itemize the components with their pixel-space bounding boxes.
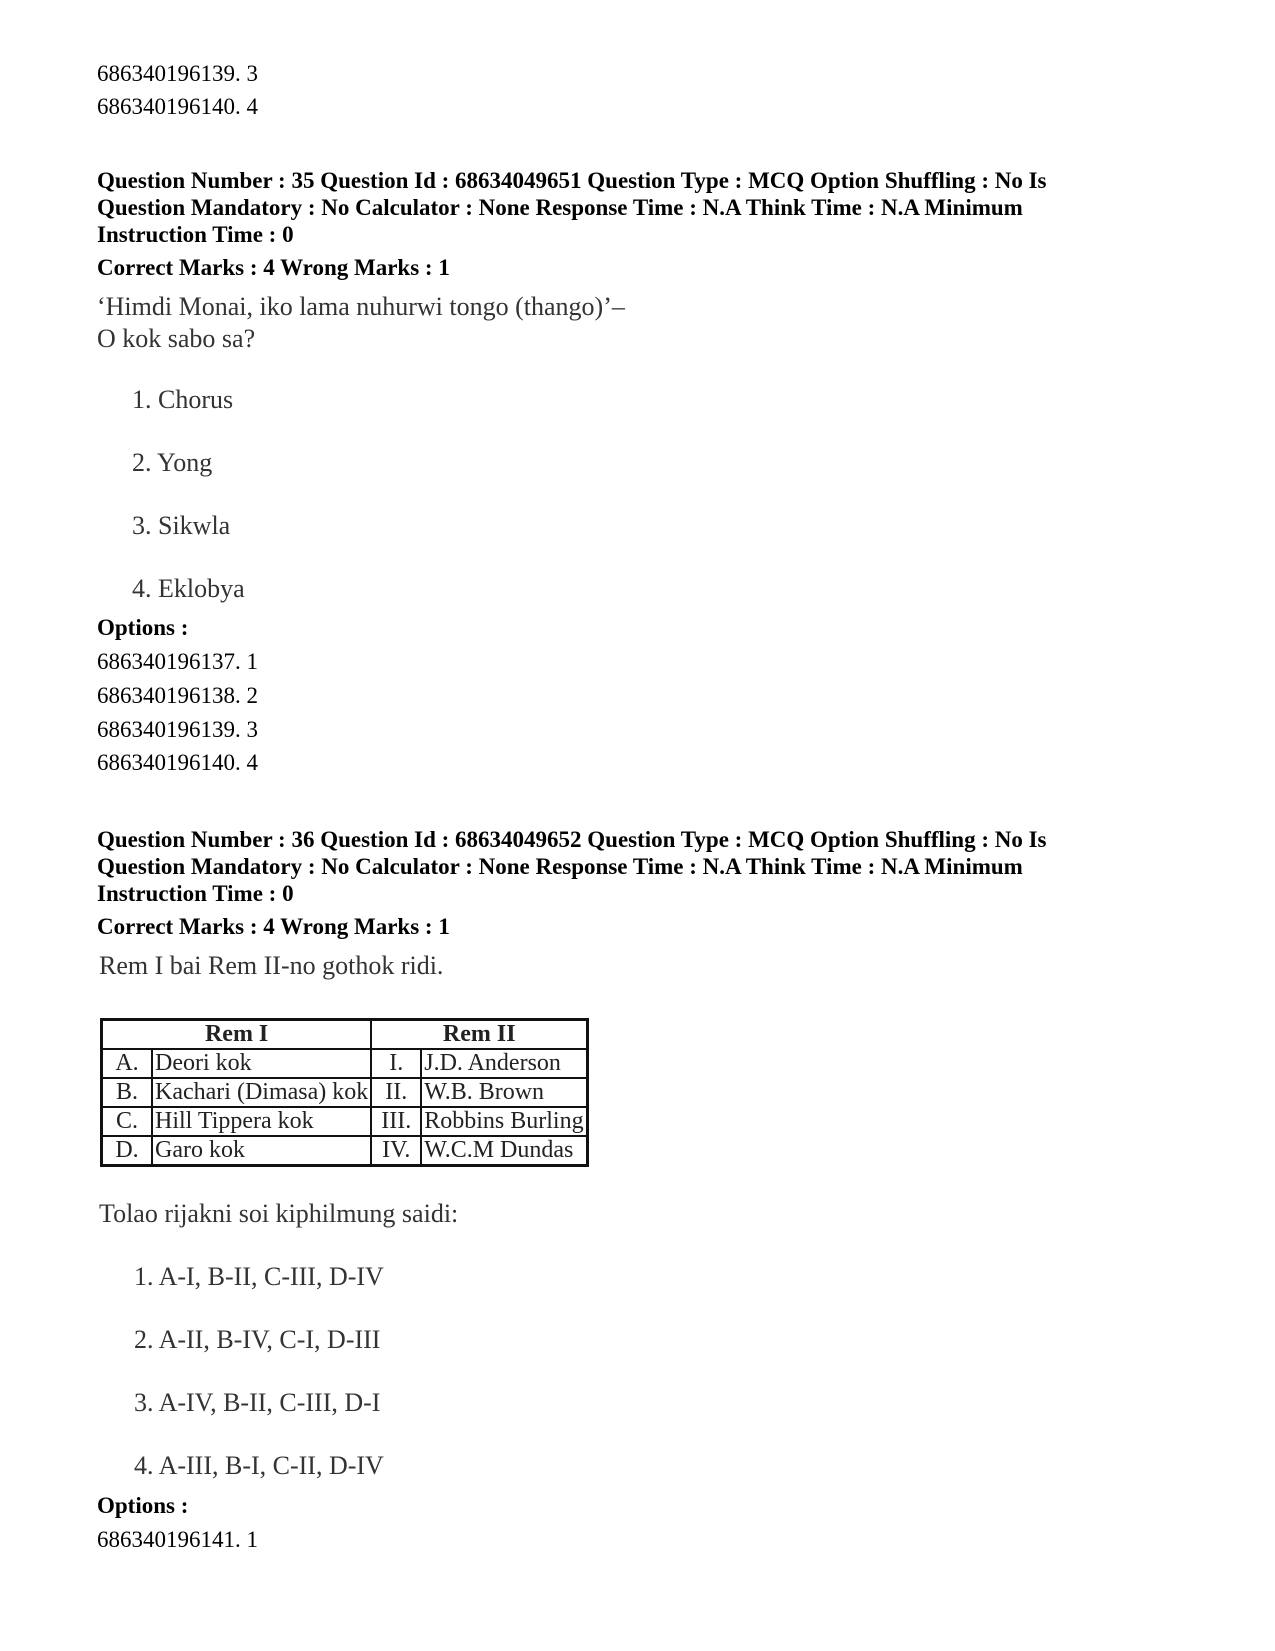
row-language: Hill Tippera kok: [152, 1107, 371, 1136]
q35-option-3: 686340196139. 3: [97, 717, 258, 742]
q36-marks: Correct Marks : 4 Wrong Marks : 1: [97, 914, 450, 939]
q36-meta-line3: Instruction Time : 0: [97, 881, 294, 906]
q35-meta-line1: Question Number : 35 Question Id : 68634049651 Question Type : MCQ Option Shuffling : No Is: [97, 168, 1047, 193]
q35-text-line1: ‘Himdi Monai, iko lama nuhurwi tongo (thango)’–: [97, 292, 625, 321]
row-numeral: II.: [371, 1078, 421, 1107]
table-row: [102, 1107, 588, 1136]
header-rem-i: Rem I: [102, 1020, 372, 1050]
row-letter: C.: [102, 1107, 153, 1136]
q35-choice-4: 4. Eklobya: [132, 574, 245, 603]
row-numeral: I.: [371, 1049, 421, 1078]
row-language: Garo kok: [152, 1136, 371, 1166]
table-row: [102, 1078, 588, 1107]
q35-option-1: 686340196137. 1: [97, 649, 258, 674]
q36-choice-1: 1. A-I, B-II, C-III, D-IV: [134, 1262, 384, 1291]
q35-choice-3: 3. Sikwla: [132, 511, 231, 540]
option-line: 686340196140. 4: [97, 94, 258, 119]
row-author: Robbins Burling: [421, 1107, 588, 1136]
row-language: Kachari (Dimasa) kok: [152, 1078, 371, 1107]
q35-options-label: Options :: [97, 615, 189, 640]
row-numeral: III.: [371, 1107, 421, 1136]
q36-meta-line1: Question Number : 36 Question Id : 68634049652 Question Type : MCQ Option Shuffling : No Is: [97, 827, 1047, 852]
header-rem-ii: Rem II: [371, 1020, 588, 1050]
row-language: Deori kok: [152, 1049, 371, 1078]
q35-choice-2: 2. Yong: [132, 448, 213, 477]
q36-options-label: Options :: [97, 1493, 189, 1518]
q36-choice-4: 4. A-III, B-I, C-II, D-IV: [134, 1451, 384, 1480]
q36-choice-2: 2. A-II, B-IV, C-I, D-III: [134, 1325, 381, 1354]
q35-meta-line2: Question Mandatory : No Calculator : None Response Time : N.A Think Time : N.A Minimum: [97, 195, 1023, 220]
q35-marks: Correct Marks : 4 Wrong Marks : 1: [97, 255, 450, 280]
q36-meta-line2: Question Mandatory : No Calculator : None Response Time : N.A Think Time : N.A Minimum: [97, 854, 1023, 879]
q35-meta-line3: Instruction Time : 0: [97, 222, 294, 247]
option-line: 686340196139. 3: [97, 61, 258, 86]
q35-option-2: 686340196138. 2: [97, 683, 258, 708]
q35-choice-1: 1. Chorus: [132, 385, 234, 414]
row-letter: B.: [102, 1078, 153, 1107]
row-author: W.B. Brown: [421, 1078, 588, 1107]
row-numeral: IV.: [371, 1136, 421, 1166]
q36-option-1: 686340196141. 1: [97, 1527, 258, 1552]
q36-choice-3: 3. A-IV, B-II, C-III, D-I: [134, 1388, 381, 1417]
row-author: J.D. Anderson: [421, 1049, 588, 1078]
matching-table: [100, 1018, 589, 1167]
q36-instruction: Tolao rijakni soi kiphilmung saidi:: [99, 1199, 459, 1228]
q35-text-line2: O kok sabo sa?: [97, 324, 256, 353]
table-row: [102, 1136, 588, 1166]
table-row: [102, 1049, 588, 1078]
row-author: W.C.M Dundas: [421, 1136, 588, 1166]
table-header-row: [102, 1020, 588, 1050]
row-letter: A.: [102, 1049, 153, 1078]
row-letter: D.: [102, 1136, 153, 1166]
q36-text: Rem I bai Rem II-no gothok ridi.: [99, 951, 444, 980]
q35-option-4: 686340196140. 4: [97, 750, 258, 775]
